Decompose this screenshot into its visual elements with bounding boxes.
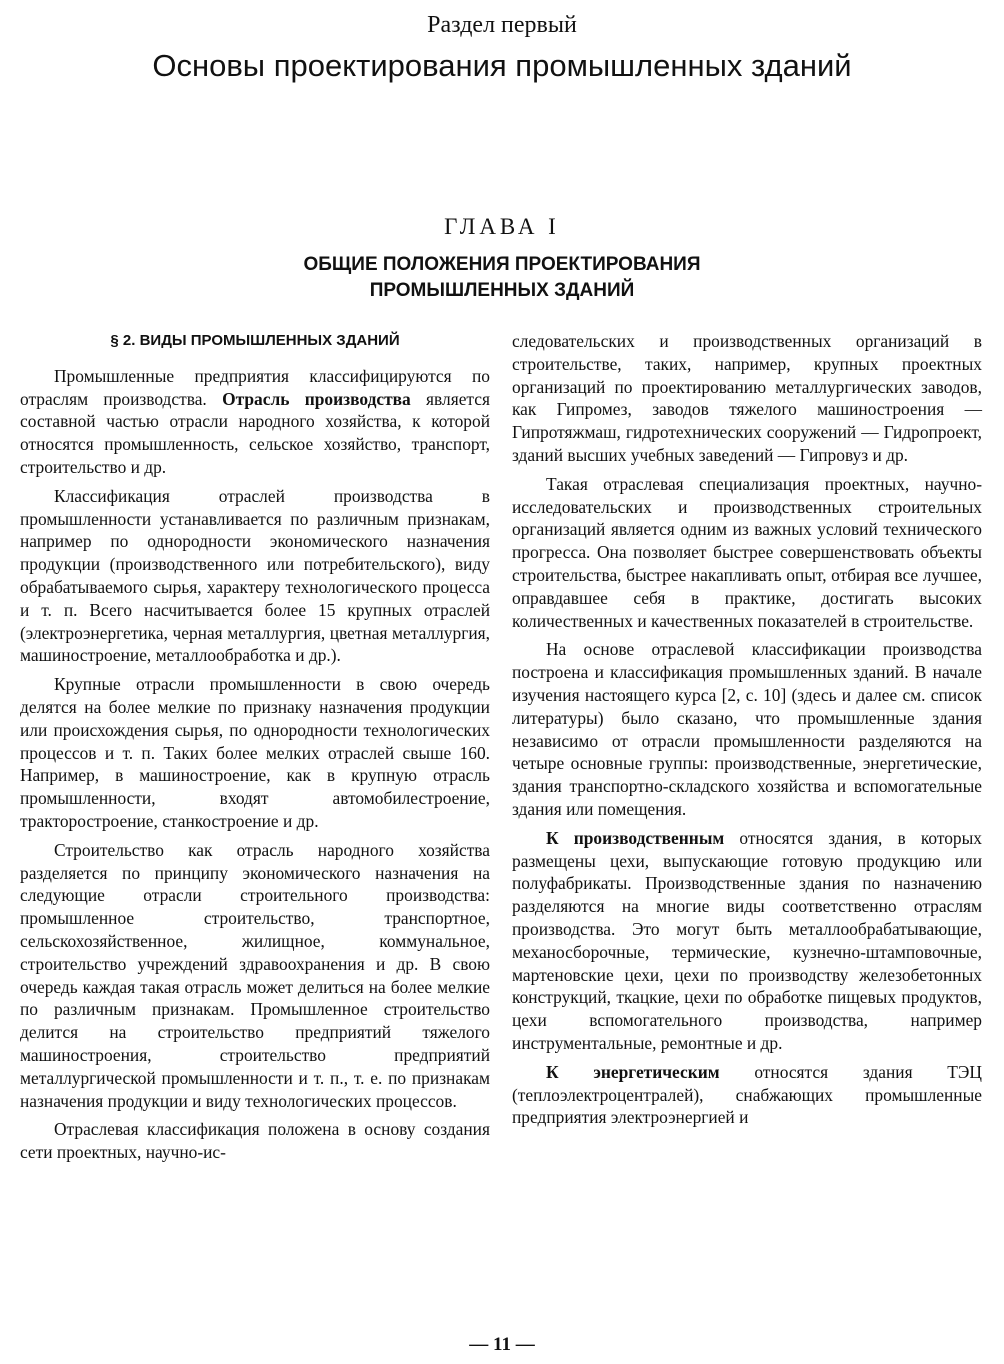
paragraph: Такая отраслевая специализация проектных, научно-исследовательских и производственных строительных организаций является одним из важных условий технического прогресса. Она позволяет быстрее совершенствовать объекты строительства, быстрее накапливать опыт, отбирая все лучшее, оправдавшее себя в практике, достигать высоких количественных и качественных показателей в строительстве. [512,473,982,631]
paragraph: Крупные отрасли промышленности в свою очередь делятся на более мелкие по признаку назначения продукции или происхождения сырья, по однородности технологических процессов и т. п. Таких более мелких отраслей свыше 160. Например, в машиностроение, как в крупную отрасль промышленности, входят автомобилестроение, тракторостроение, станкостроение и др. [20,674,490,831]
term-bold: Отрасль производства [222,388,411,409]
paragraph-continued: следовательских и производственных организаций в строительстве, таких, например, крупных проектных организаций по проектированию металлургических заводов, как Гипромез, заводов тяжелого машиностроения — Гипротяжмаш, гидротехнических сооружений — Гидропроект, зданий высших учебных заведений — Гипровуз и др. [512,331,982,465]
chapter-title [0,252,1004,304]
paragraph-text: Промышленные предприятия классифицируются по отраслям производства. [20,365,490,409]
paragraph: Строительство как отрасль народного хозяйства разделяется по принципу экономического назначения на следующие отрасли строительного производства: промышленное строительство, транспортное, сельскохозяйственное, жилищное, коммунальное, строительство учреждений здравоохранения и др. В свою очередь каждая такая отрасль может делиться на более мелкие по различным признакам. Промышленное строительство делится на строительство предприятий тяжелого машиностроения, строительство предприятий металлургической промышленности и т. п., т. е. по признакам назначения продукции и виду технологических процессов. [20,839,490,1111]
term-bold: К производственным [546,827,725,848]
paragraph: На основе отраслевой классификации производства построена и классификация промышленных зданий. В начале изучения настоящего курса [2, с. 10] (здесь и далее см. список литературы) было сказано, что промышленные здания независимо от отрасли промышленности разделяются на четыре основные группы: производственные, энергетические, здания транспортно-складского хозяйства и вспомогательные здания или помещения. [512,639,982,819]
chapter-title-line-1: ОБЩИЕ ПОЛОЖЕНИЯ ПРОЕКТИРОВАНИЯ [303,254,701,275]
chapter-label: ГЛАВА I [444,214,560,239]
page-number: — 11 — [469,1334,535,1355]
paragraph [512,827,982,1055]
paragraph-text: относятся здания ТЭЦ (теплоэлектроцентралей), снабжающих промышленные предприятия электроэнергией и [512,1061,982,1128]
section-label: Раздел первый [427,12,577,38]
right-column [512,330,982,1135]
chapter-title-line-2: ПРОМЫШЛЕННЫХ ЗДАНИЙ [369,280,635,301]
section-title: Основы проектирования промышленных зданий [152,48,852,83]
left-column [20,330,490,1170]
paragraph-text: является составной частью отрасли народного хозяйства, к которой относятся промышленность, сельское хозяйство, транспорт, строительство и др. [20,388,490,477]
paragraph-text: относятся здания, в которых размещены цехи, выпускающие готовую продукцию или полуфабрикаты. Производственные здания по назначению разделяются на многие виды соответственно отраслям производства. Это могут быть металлообрабатывающие, механосборочные, термические, кузнечно-штамповочные, мартеновские цехи, цехи по производству железобетонных конструкций, ткацкие, цехи по обработке пищевых продуктов, цехи вспомогательного производства, например инструментальные, ремонтные и др. [512,827,983,1053]
paragraph: Отраслевая классификация положена в основу создания сети проектных, научно-ис- [20,1119,490,1163]
paragraph: Классификация отраслей производства в промышленности устанавливается по различным признакам, например по однородности экономического назначения продукции (производственного или потребительского), виду обрабатываемого сырья, характеру технологического процесса и т. п. Всего насчитывается более 15 крупных отраслей (электроэнергетика, черная металлургия, цветная металлургия, машиностроение, металлообработка и др.). [20,485,490,666]
section-heading: § 2. ВИДЫ ПРОМЫШЛЕННЫХ ЗДАНИЙ [110,332,400,349]
paragraph [512,1061,982,1129]
term-bold: К энергетическим [546,1061,720,1082]
paragraph [20,365,490,479]
